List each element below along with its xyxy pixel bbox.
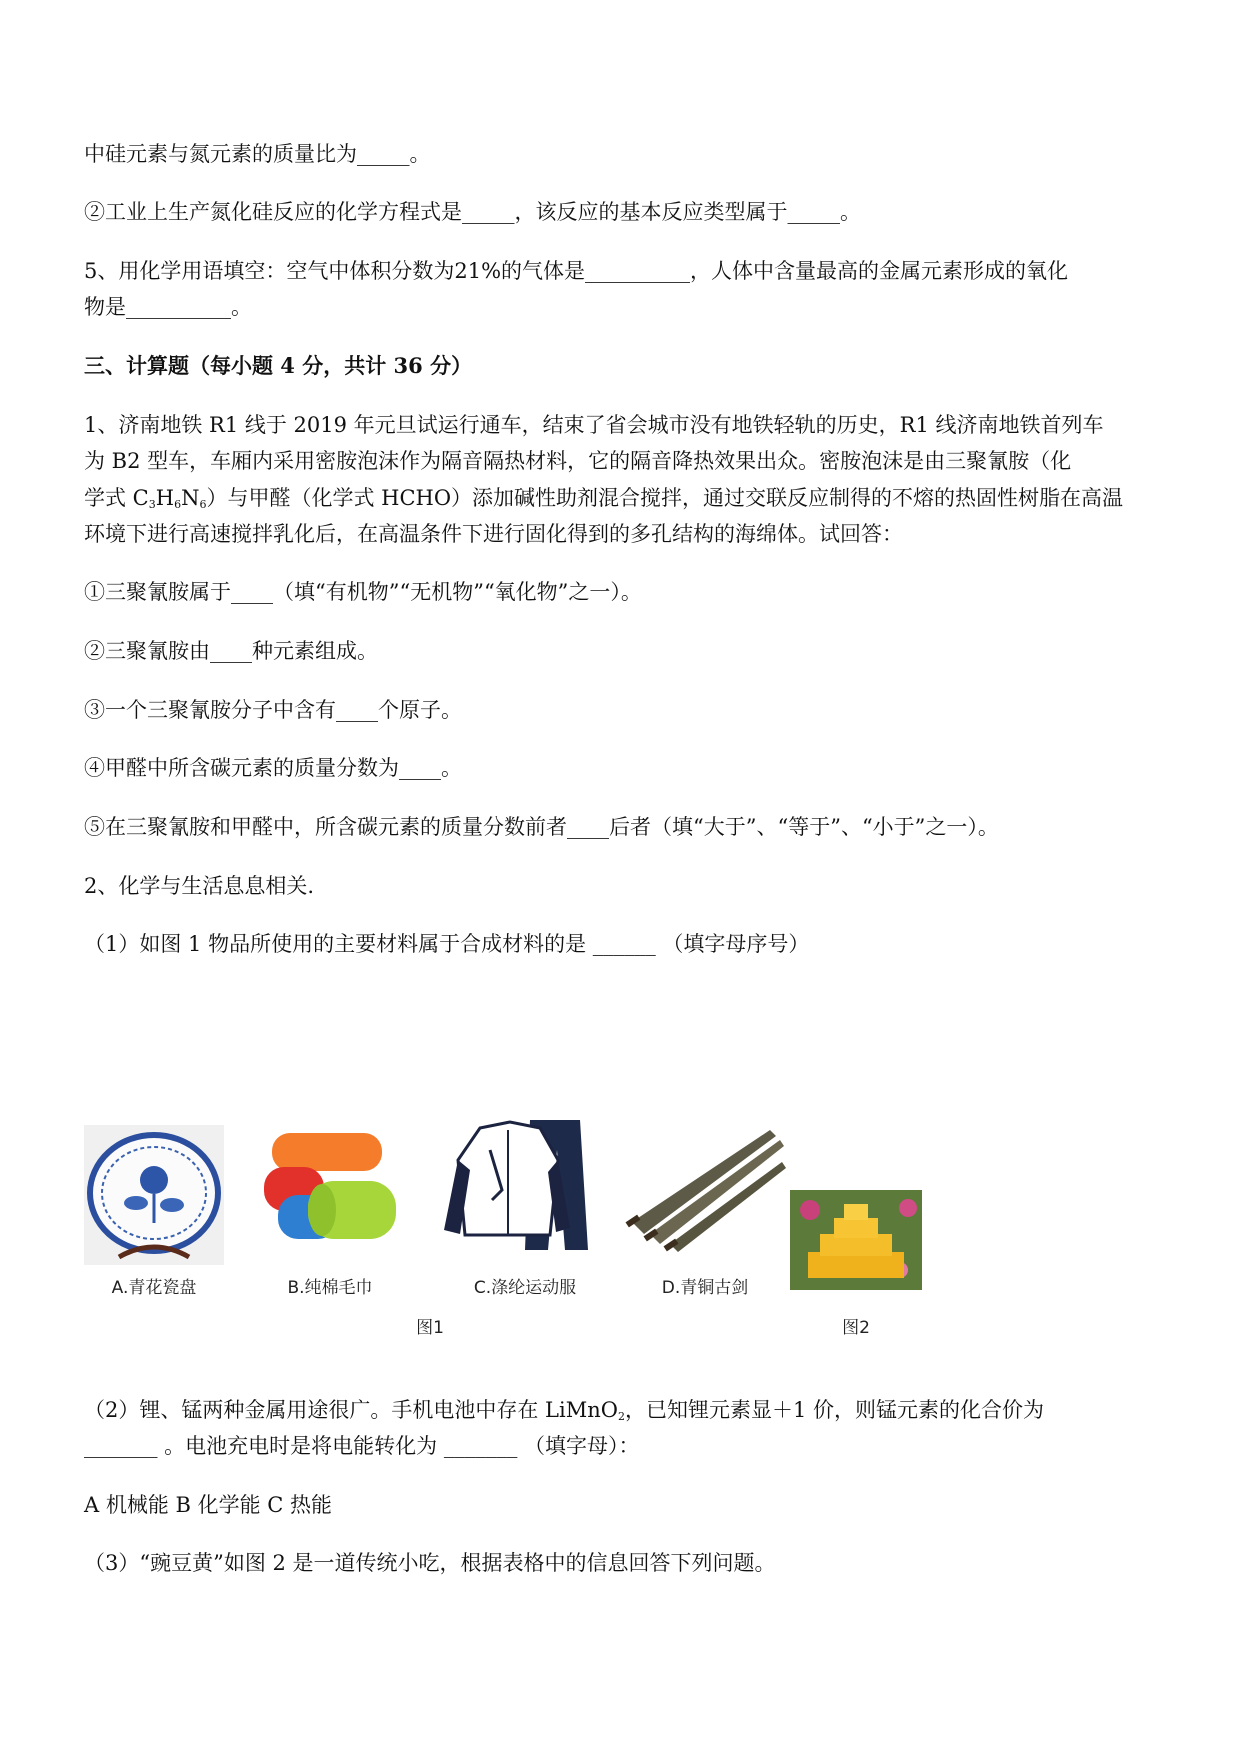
pea-cake-image: [790, 1190, 922, 1290]
formula-line: [84, 484, 1123, 519]
limno2-prefix: （2）锂、锰两种金属用途很广。手机电池中存在 LiMnO: [84, 1398, 618, 1422]
text-line: ③一个三聚氰胺分子中含有____个原子。: [84, 698, 462, 722]
text-line: 中硅元素与氮元素的质量比为_____。: [84, 142, 431, 166]
subscript-h: 6: [174, 498, 182, 511]
subscript-n: 6: [199, 498, 207, 511]
bronze-sword-image: [620, 1110, 790, 1260]
text-line: ④甲醛中所含碳元素的质量分数为____。: [84, 756, 462, 780]
subscript-o: 2: [617, 1410, 625, 1423]
figure-caption: D.青铜古剑: [661, 1278, 749, 1298]
text-line: 5、用化学用语填空：空气中体积分数为21%的气体是__________，人体中含量最高的金属元素形成的氧化: [84, 259, 1069, 283]
subscript-c: 3: [148, 498, 156, 511]
text-line: 2、化学与生活息息相关.: [84, 874, 315, 898]
text-line: 为 B2 型车，车厢内采用密胺泡沫作为隔音隔热材料，它的隔音降热效果出众。密胺泡沫是由三聚氰胺（化: [84, 449, 1072, 473]
text-line: 1、济南地铁 R1 线于 2019 年元旦试运行通车，结束了省会城市没有地铁轻轨的历史，R1 线济南地铁首列车: [84, 413, 1104, 437]
cotton-towel-image: [260, 1125, 400, 1265]
text-line: ⑤在三聚氰胺和甲醛中，所含碳元素的质量分数前者____后者（填“大于”、“等于”、“小于”之一）。: [84, 815, 999, 839]
formula-h: H: [155, 486, 175, 510]
text-line: ②三聚氰胺由____种元素组成。: [84, 639, 378, 663]
figure-2-label: 图2: [842, 1318, 870, 1338]
limno2-suffix: ，已知锂元素显＋1 价，则锰元素的化合价为: [624, 1398, 1044, 1422]
formula-suffix: ）与甲醛（化学式 HCHO）添加碱性助剂混合搅拌，通过交联反应制得的不熔的热固性树脂在高温: [206, 486, 1124, 510]
porcelain-plate-image: [84, 1125, 224, 1265]
polyester-sportswear-image: [440, 1110, 590, 1260]
section-heading: 三、计算题（每小题 4 分，共计 36 分）: [84, 353, 473, 378]
formula-prefix: 学式 C: [84, 486, 149, 510]
text-line: A 机械能 B 化学能 C 热能: [84, 1493, 333, 1517]
text-line: _______ 。电池充电时是将电能转化为 _______ （填字母）：: [84, 1434, 640, 1458]
figure-1-label: 图1: [416, 1318, 444, 1338]
formula-n: N: [181, 486, 200, 510]
figure-caption: C.涤纶运动服: [473, 1278, 577, 1298]
figure-caption: A.青花瓷盘: [111, 1278, 197, 1298]
text-line: ②工业上生产氮化硅反应的化学方程式是_____，该反应的基本反应类型属于_____。: [84, 200, 861, 224]
figure-caption: B.纯棉毛巾: [287, 1278, 373, 1298]
text-line: （3）“豌豆黄”如图 2 是一道传统小吃，根据表格中的信息回答下列问题。: [84, 1551, 776, 1575]
text-line: [84, 1396, 1044, 1431]
text-line: ①三聚氰胺属于____（填“有机物”“无机物”“氧化物”之一）。: [84, 580, 642, 604]
text-line: 物是__________。: [84, 295, 252, 319]
text-line: 环境下进行高速搅拌乳化后，在高温条件下进行固化得到的多孔结构的海绵体。试回答：: [84, 522, 903, 546]
text-line: （1）如图 1 物品所使用的主要材料属于合成材料的是 ______ （填字母序号）: [84, 932, 810, 956]
